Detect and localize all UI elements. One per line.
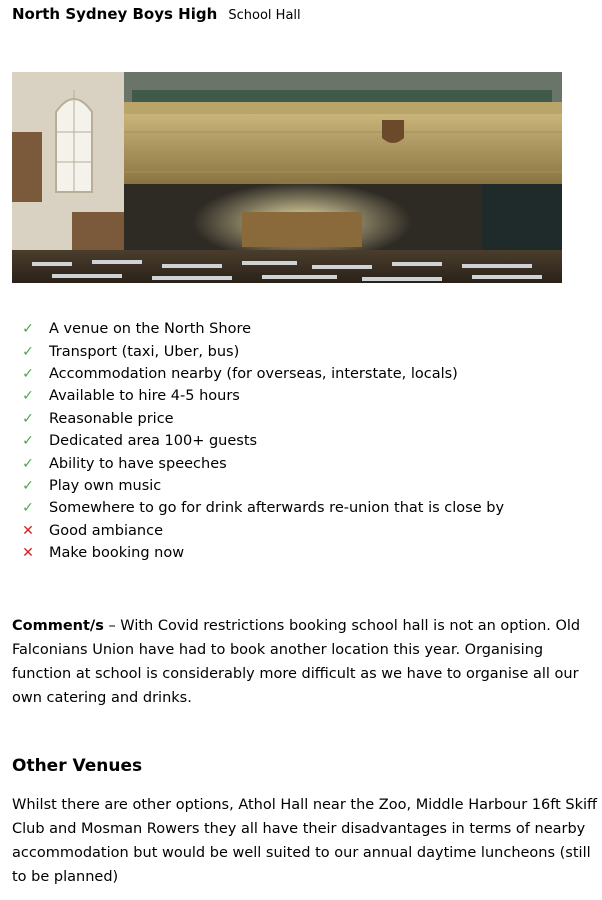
check-icon: ✓ bbox=[22, 321, 34, 338]
checklist-item-text: Dedicated area 100+ guests bbox=[49, 433, 258, 450]
other-venues-paragraph: Whilst there are other options, Athol Hall near the Zoo, Middle Harbour 16ft Skiff Club and Mosman Rowers they all have their disadvantages in terms of nearby accommodation but would be well suited to our annual daytime luncheons (still to be planned) bbox=[12, 797, 597, 885]
checklist-item-text: Transport (taxi, Uber, bus) bbox=[49, 343, 240, 360]
checklist-item-text: Play own music bbox=[49, 477, 162, 494]
checklist-item-text: Accommodation nearby (for overseas, interstate, locals) bbox=[49, 365, 458, 382]
checklist-item bbox=[18, 385, 504, 407]
requirements-checklist bbox=[18, 318, 504, 564]
checklist-item-text: Reasonable price bbox=[49, 410, 174, 427]
page-subtitle: School Hall bbox=[228, 8, 301, 23]
check-icon: ✓ bbox=[22, 433, 34, 450]
checklist-item-text: Somewhere to go for drink afterwards re-union that is close by bbox=[49, 500, 505, 517]
comment-paragraph bbox=[12, 614, 598, 710]
cross-icon: ✕ bbox=[22, 522, 34, 539]
check-icon: ✓ bbox=[22, 388, 34, 405]
checklist-item-text: A venue on the North Shore bbox=[49, 321, 252, 338]
checklist-item-text: Make booking now bbox=[49, 545, 185, 562]
checklist-item bbox=[18, 497, 504, 519]
checklist-item bbox=[18, 363, 504, 385]
checklist-item bbox=[18, 475, 504, 497]
checklist-item bbox=[18, 520, 504, 542]
check-icon: ✓ bbox=[22, 500, 34, 517]
checklist-item bbox=[18, 318, 504, 340]
check-icon: ✓ bbox=[22, 477, 34, 494]
cross-icon: ✕ bbox=[22, 545, 34, 562]
checklist-item bbox=[18, 430, 504, 452]
checklist-item-text: Good ambiance bbox=[49, 522, 164, 539]
checklist-item bbox=[18, 340, 504, 362]
other-venues-heading: Other Venues bbox=[12, 756, 143, 776]
check-icon: ✓ bbox=[22, 365, 34, 382]
page-title-line bbox=[12, 4, 301, 23]
check-icon: ✓ bbox=[22, 410, 34, 427]
comment-text: – With Covid restrictions booking school hall is not an option. Old Falconians Union have had to book another location this year. Organising function at school is considerably more difficult as we have to organise all our own catering and drinks. bbox=[12, 618, 581, 706]
checklist-item-text: Available to hire 4-5 hours bbox=[49, 388, 240, 405]
checklist-item-text: Ability to have speeches bbox=[49, 455, 227, 472]
check-icon: ✓ bbox=[22, 455, 34, 472]
page-title: North Sydney Boys High bbox=[12, 5, 218, 23]
school-hall-photo bbox=[12, 72, 562, 283]
comment-label: Comment/s bbox=[12, 618, 104, 634]
checklist-item bbox=[18, 542, 504, 564]
check-icon: ✓ bbox=[22, 343, 34, 360]
checklist-item bbox=[18, 408, 504, 430]
checklist-item bbox=[18, 452, 504, 474]
